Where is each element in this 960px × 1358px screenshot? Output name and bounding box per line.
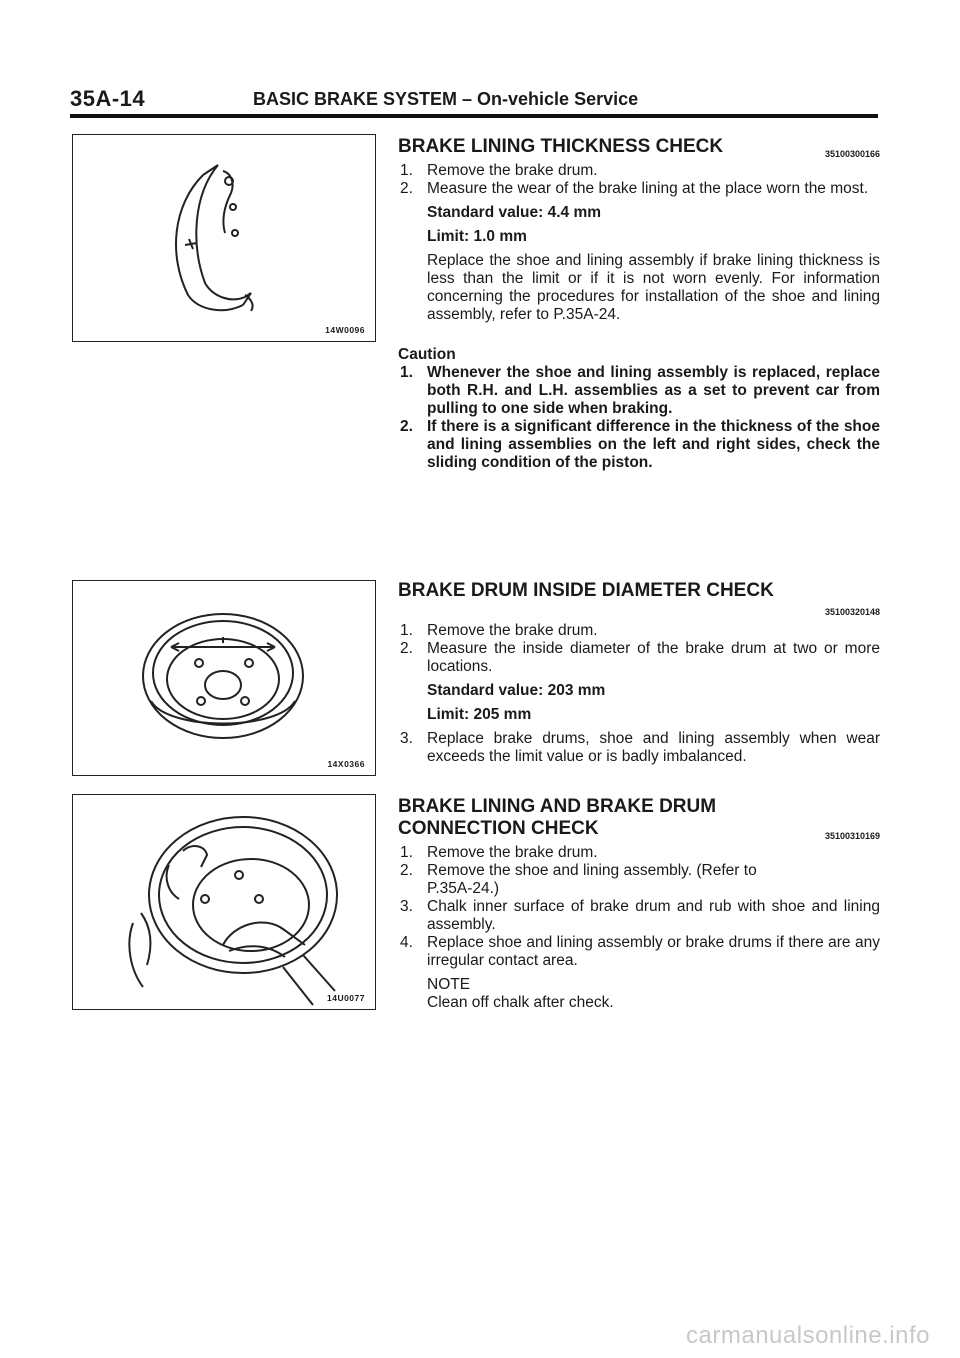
step — [398, 162, 880, 180]
caution-number: 2. — [400, 418, 413, 435]
step — [398, 844, 880, 862]
step — [398, 862, 880, 898]
step-text: Remove the brake drum. — [427, 162, 598, 179]
caution-title: Caution — [398, 346, 456, 363]
note-text: Clean off chalk after check. — [427, 994, 614, 1011]
figure-contact-check — [72, 794, 376, 1010]
section-title-text: BRAKE DRUM INSIDE DIAMETER CHECK — [398, 580, 774, 601]
section-title — [398, 136, 880, 158]
page-title: BASIC BRAKE SYSTEM – On-vehicle Service — [253, 89, 639, 109]
step-text: Replace shoe and lining assembly or brake drums if there are any irregular contact area. — [427, 934, 880, 969]
step — [398, 622, 880, 640]
section-lining-thickness — [398, 136, 880, 472]
caution-number: 1. — [400, 364, 413, 381]
brake-drum-icon — [73, 581, 375, 775]
step-number: 3. — [400, 730, 413, 747]
note-title: NOTE — [427, 976, 471, 993]
brake-shoe-lining-icon — [73, 135, 375, 341]
page-header — [70, 86, 878, 114]
figure-code: 14U0077 — [326, 993, 365, 1003]
step-number: 3. — [400, 898, 413, 915]
step-text: Remove the shoe and lining assembly. (Refer to P.35A-24.) — [427, 862, 757, 897]
step-text: Remove the brake drum. — [427, 844, 598, 861]
limit-value: Limit: 1.0 mm — [427, 228, 527, 245]
section-title-text: BRAKE LINING THICKNESS CHECK — [398, 136, 724, 157]
section-title — [398, 580, 880, 602]
section-title — [398, 818, 880, 840]
step-number: 1. — [400, 622, 413, 639]
step-number: 1. — [400, 844, 413, 861]
caution-text: Whenever the shoe and lining assembly is replaced, replace both R.H. and L.H. assemblies as a set to prevent car from pulling to one side when braking. — [427, 364, 880, 417]
step — [398, 898, 880, 934]
step — [398, 934, 880, 970]
chalk-contact-check-icon — [73, 795, 375, 1009]
watermark: carmanualsonline.info — [686, 1322, 930, 1349]
figure-brake-shoe — [72, 134, 376, 342]
step-text: Chalk inner surface of brake drum and rub with shoe and lining assembly. — [427, 898, 880, 933]
step-text: Replace brake drums, shoe and lining assembly when wear exceeds the limit value or is badly imbalanced. — [427, 730, 880, 765]
step-number: 4. — [400, 934, 413, 951]
section-drum-diameter — [398, 580, 880, 766]
figure-code: 14X0366 — [327, 759, 365, 769]
section-code: 35100310169 — [824, 831, 880, 841]
figure-code: 14W0096 — [325, 325, 365, 335]
standard-value: Standard value: 4.4 mm — [427, 204, 602, 221]
caution-item — [398, 418, 880, 472]
step-number: 2. — [400, 180, 413, 197]
figure-brake-drum — [72, 580, 376, 776]
header-rule — [70, 114, 878, 118]
step-text: Measure the inside diameter of the brake drum at two or more locations. — [427, 640, 880, 675]
caution-text: If there is a significant difference in the thickness of the shoe and lining assemblies on the left and right sides, check the sliding condition of the piston. — [427, 418, 880, 471]
caution-item — [398, 364, 880, 418]
step-text: Remove the brake drum. — [427, 622, 598, 639]
step — [398, 640, 880, 676]
standard-value: Standard value: 203 mm — [427, 682, 606, 699]
section-title-line1: BRAKE LINING AND BRAKE DRUM — [398, 796, 717, 817]
step-text: Measure the wear of the brake lining at the place worn the most. — [427, 180, 869, 197]
step-number: 2. — [400, 640, 413, 657]
section-code: 35100300166 — [824, 149, 880, 159]
page-number: 35A-14 — [70, 86, 146, 111]
section-connection-check — [398, 796, 880, 1012]
step-number: 1. — [400, 162, 413, 179]
step — [398, 180, 880, 198]
step-number: 2. — [400, 862, 413, 879]
section-title-text: CONNECTION CHECK — [398, 818, 599, 839]
step — [398, 730, 880, 766]
section-code: 35100320148 — [824, 607, 880, 617]
body-text: Replace the shoe and lining assembly if brake lining thickness is less than the limit or if it is not worn evenly. For information concerning the procedures for installation of the shoe and lining assembly, refer to P.35A-24. — [427, 252, 880, 323]
limit-value: Limit: 205 mm — [427, 706, 532, 723]
